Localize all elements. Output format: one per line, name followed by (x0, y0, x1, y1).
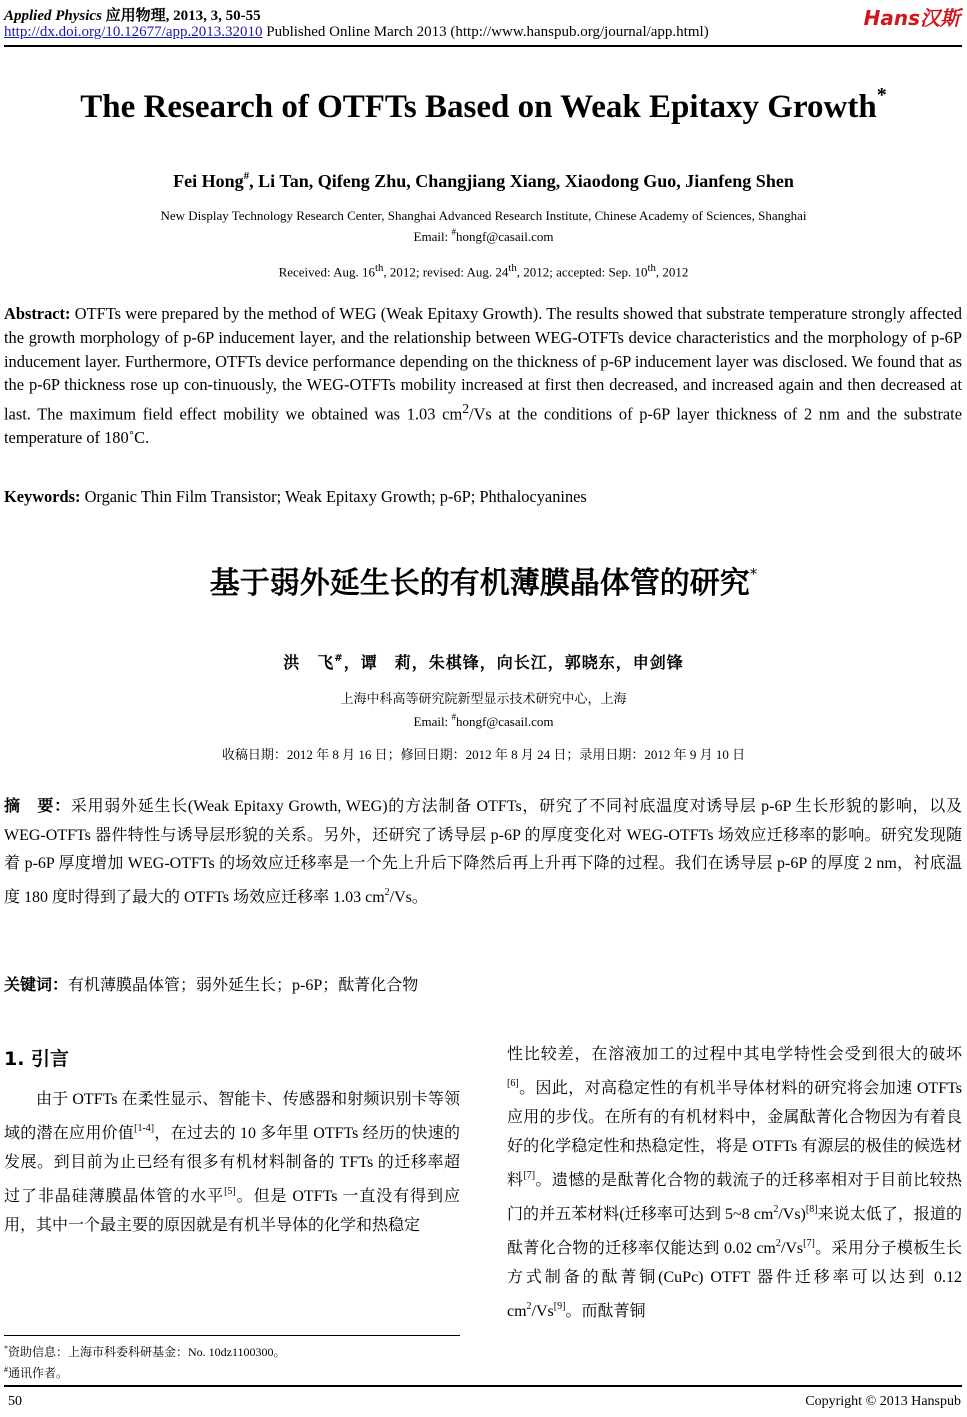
footnote-divider (4, 1335, 460, 1336)
page-header (4, 2, 962, 48)
doi-link[interactable]: http://dx.doi.org/10.12677/app.2013.32010 (4, 24, 263, 40)
abstract-text: 采用弱外延生长(Weak Epitaxy Growth, WEG)的方法制备 OTFTs，研究了不同衬底温度对诱导层 p-6P 生长形貌的影响，以及 WEG-OTFTs 器件特性与诱导层形貌的关系。另外，还研究了诱导层 p-6P 的厚度变化对 WEG-OTFTs 场效应迁移率的影响。研究发现随着 p-6P 厚度增加 WEG-OTFTs 的场效应迁移率是一个先上升后下降然后再上升再下降的过程。我们在诱导层 p-6P 的厚度 2 nm，衬底温度 180 度时得到了最大的 OTFTs 场效应迁移率 1.03 cm (4, 798, 962, 906)
body-text: /Vs (531, 1303, 554, 1320)
unit-superscript: 2 (462, 401, 470, 417)
hanspub-logo: Hans汉斯 (863, 6, 960, 30)
corresponding-footnote (4, 1361, 460, 1382)
chinese-authors (0, 650, 967, 673)
english-dates (0, 262, 967, 280)
body-text: ，在过去的 10 多年里 OTFTs 经历的快速的发展。到目前为止已经有很多有机材料制备的 TFTs 的迁移率超过了非晶硅薄膜晶体管的水平 (4, 1125, 460, 1205)
abstract-text: OTFTs were prepared by the method of WEG (Weak Epitaxy Growth). The results showed that substrate temperature strongly affected the growth morphology of p-6P inducement layer, and the relationship between WEG-OTFTs device characteristics and the morphology of p-6P inducement layer. Furthermore, OTFTs device performance depending on the thickness of p-6P inducement layer was disclosed. We found that as the p-6P thickness rose up con-tinuously, the WEG-OTFTs mobility increased at first then decreased, and increased again and then decreased at last. The maximum field effect mobility we obtained was 1.03 cm (4, 304, 962, 424)
abstract-label: Abstract: (4, 304, 71, 323)
english-title (0, 84, 967, 126)
other-authors: ，谭 莉，朱棋锋，向长江，郭晓东，申剑锋 (343, 653, 684, 672)
chinese-dates: 收稿日期：2012 年 8 月 16 日；修回日期：2012 年 8 月 24 日；录用日期：2012 年 9 月 10 日 (221, 747, 746, 762)
footnote-mark: # (4, 1365, 8, 1374)
body-text: 。但是 OTFTs 一直没有得到应用，其中一个最主要的原因就是有机半导体的化学和热稳定 (4, 1188, 460, 1234)
header-divider (4, 45, 962, 47)
title-footnote-mark: * (876, 84, 887, 106)
published-online: Published Online March 2013 (http://www.hanspub.org/journal/app.html) (266, 24, 709, 40)
first-author: Fei Hong (173, 171, 244, 191)
body-text: 由于 OTFTs 在柔性显示、智能卡、传感器和射频识别卡等领域的潜在应用价值 (4, 1091, 460, 1142)
keywords-label: Keywords: (4, 487, 81, 506)
unit-superscript: 2 (384, 886, 390, 898)
citation[interactable]: [1-4] (134, 1123, 155, 1134)
copyright-notice: Copyright © 2013 Hanspub (805, 1394, 961, 1409)
citation[interactable]: [5] (224, 1186, 236, 1197)
revised-date: , 2012; revised: Aug. 24 (383, 264, 509, 280)
right-column (507, 1040, 962, 1326)
english-title-text: The Research of OTFTs Based on Weak Epitaxy Growth (80, 89, 877, 125)
received-date: Received: Aug. 16 (278, 264, 375, 280)
body-text: 。遗憾的是酞菁化合物的载流子的迁移率相对于目前比较热门的并五苯材料(迁移率可达到 5~8 cm (507, 1172, 962, 1223)
email-address[interactable]: hongf@casail.com (455, 714, 554, 729)
section-heading: 1. 引言 (4, 1048, 70, 1070)
chinese-keywords (4, 972, 962, 995)
affiliation-text: 上海中科高等研究院新型显示技术研究中心，上海 (340, 691, 627, 706)
english-authors (0, 170, 967, 192)
accepted-year: , 2012 (655, 264, 689, 280)
keywords-label: 关键词： (4, 975, 69, 994)
intro-paragraph (4, 1085, 460, 1240)
unit-superscript: 2 (526, 1301, 532, 1312)
first-author: 洪 飞 (283, 653, 335, 672)
footnotes (4, 1340, 460, 1382)
email-line (0, 224, 967, 245)
citation[interactable]: [7] (803, 1238, 815, 1249)
english-keywords (4, 487, 962, 507)
abstract-text-end: /Vs at the conditions of p-6P layer thickness of 2 nm and the substrate temperature of 180˚C. (4, 404, 963, 448)
affiliation-text: New Display Technology Research Center, Shanghai Advanced Research Institute, Chinese Academy of Sciences, Shanghai (160, 208, 807, 223)
body-text: 。而酞菁铜 (565, 1303, 646, 1320)
ordinal-suffix: th (647, 262, 656, 274)
corresponding-text: 通讯作者。 (8, 1366, 69, 1380)
body-text: /Vs (780, 1240, 804, 1257)
unit-superscript: 2 (773, 1204, 779, 1215)
abstract-text-end: /Vs。 (389, 888, 428, 906)
footnote-mark: * (4, 1344, 8, 1353)
body-text: 来说太低了，报道的酞菁化合物的迁移率仅能达到 0.02 cm (507, 1206, 962, 1257)
abstract-label: 摘 要： (4, 796, 71, 815)
chinese-title (0, 558, 967, 602)
doi-line (4, 24, 709, 41)
body-text: 。因此，对高稳定性的有机半导体材料的研究将会加速 OTFTs 应用的步伐。在所有的有机材料中，金属酞菁化合物因为有着良好的化学稳定性和热稳定性，将是 OTFTs 有源层的极佳的候选材料 (507, 1080, 962, 1189)
ordinal-suffix: th (508, 262, 517, 274)
keywords-text: 有机薄膜晶体管；弱外延生长；p-6P；酞菁化合物 (68, 977, 419, 994)
footer-divider (4, 1385, 962, 1387)
email-mark: # (451, 712, 456, 722)
citation[interactable]: [8] (805, 1204, 818, 1215)
email-mark: # (451, 227, 456, 237)
journal-name: Applied Physics (4, 8, 102, 24)
page-number: 50 (8, 1394, 22, 1409)
citation[interactable]: [6] (507, 1078, 519, 1089)
corresponding-mark: # (334, 653, 344, 664)
email-prefix: Email: (413, 714, 452, 729)
accepted-date: , 2012; accepted: Sep. 10 (516, 264, 648, 280)
citation[interactable]: [9] (553, 1301, 566, 1312)
journal-citation (4, 4, 261, 25)
funding-footnote (4, 1340, 460, 1361)
email-address[interactable]: hongf@casail.com (455, 229, 554, 244)
chinese-affiliation (0, 690, 967, 731)
english-abstract (4, 302, 962, 450)
left-column (4, 1044, 460, 1240)
title-footnote-mark: * (749, 565, 758, 583)
english-affiliation (0, 208, 967, 245)
chinese-title-text: 基于弱外延生长的有机薄膜晶体管的研究 (209, 566, 750, 601)
body-text: 。采用分子模板生长方式制备的酞菁铜(CuPc) OTFT 器件迁移率可以达到 0.12 cm (507, 1240, 962, 1320)
body-text: /Vs) (778, 1206, 806, 1223)
other-authors: , Li Tan, Qifeng Zhu, Changjiang Xiang, Xiaodong Guo, Jianfeng Shen (249, 171, 794, 191)
unit-superscript: 2 (775, 1238, 781, 1249)
email-line (0, 708, 967, 731)
ordinal-suffix: th (374, 262, 384, 274)
chinese-abstract (4, 792, 962, 912)
citation[interactable]: [7] (523, 1170, 536, 1181)
corresponding-mark: # (243, 170, 250, 182)
body-text: 性比较差，在溶液加工的过程中其电学特性会受到很大的破坏 (507, 1046, 962, 1063)
funding-text: 资助信息：上海市科委科研基金：No. 10dz1100300。 (8, 1345, 286, 1359)
keywords-text: Organic Thin Film Transistor; Weak Epitaxy Growth; p-6P; Phthalocyanines (80, 487, 587, 506)
email-prefix: Email: (413, 229, 452, 244)
journal-cn-citation: 应用物理, 2013, 3, 50-55 (105, 8, 261, 24)
